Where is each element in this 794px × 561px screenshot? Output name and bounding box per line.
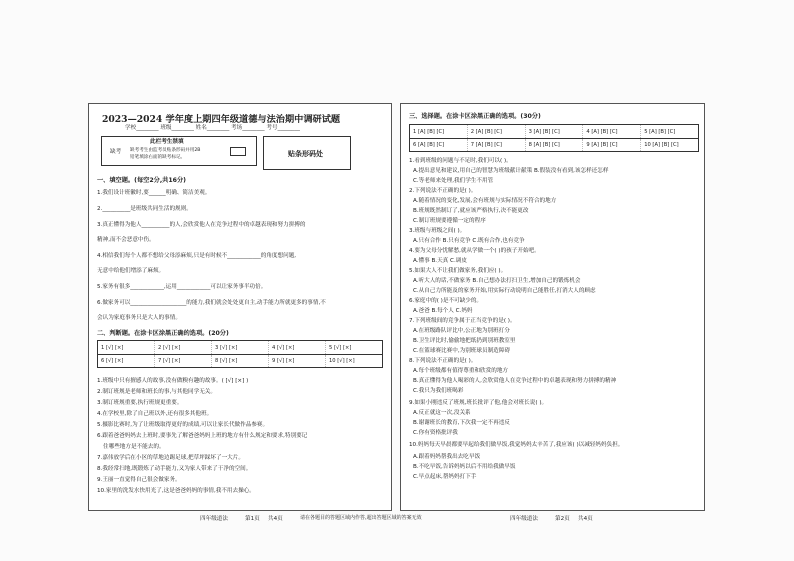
fill-q5: 5.家务有很多____________,运用____________可以让家务事半功倍。: [97, 284, 267, 290]
tf-answer-5[interactable]: 5 [√] [×]: [325, 341, 382, 354]
mc-answer-1[interactable]: 1 [A] [B] [C]: [413, 128, 445, 135]
mc-line: A.爸爸 B.每个人 C.妈妈: [413, 308, 473, 314]
tf-answer-1[interactable]: 1 [√] [×]: [101, 344, 124, 351]
mc-line: C.你有资格批评我: [413, 430, 458, 436]
mc-line: C.从自己力所能及的家务开始,用实际行动说明自己能胜任,打消大人的顾虑: [413, 288, 596, 294]
left-page: [88, 103, 392, 511]
mc-answer-3[interactable]: 3 [A] [B] [C]: [525, 125, 583, 138]
tf-item: 4.在学校里,除了自己班以外,还有很多其他班。: [97, 411, 213, 417]
mc-answer-6[interactable]: 6 [A] [B] [C]: [413, 142, 445, 148]
student-info-line: 学校________ 班级________ 姓名________ 考场________ 考号________: [125, 125, 300, 131]
mc-line: 7.下列班级间的竞争属于正当竞争的是( )。: [409, 318, 516, 324]
mc-answer-8[interactable]: 8 [A] [B] [C]: [525, 139, 583, 151]
mc-answer-4[interactable]: 4 [A] [B] [C]: [582, 125, 640, 138]
right-footer-page: 第2页: [555, 516, 570, 522]
mc-answer-2[interactable]: 2 [A] [B] [C]: [467, 125, 525, 138]
notice-heading: 此栏考生禁填: [150, 139, 184, 145]
fill-q4-line1: 4.相信我们每个人都不想给父母添麻烦,只是有时候不____________的角度想问题,: [97, 253, 297, 259]
mc-line: C.早点起床,帮妈妈打下手: [413, 474, 477, 480]
mc-answer-10[interactable]: 10 [A] [B] [C]: [640, 139, 698, 151]
part1-heading: 一、填空题。(每空2分,共16分): [97, 177, 186, 184]
tf-answer-7[interactable]: 7 [√] [×]: [154, 355, 211, 367]
mc-line: C.在篮球赛比赛中,为别班球员制造障碍: [413, 348, 510, 354]
part3-heading: 三、选择题。在涂卡区涂黑正确的选项。(30分): [409, 113, 541, 120]
tf-item: 8.我经常扫地,既锻炼了动手能力,又为家人带来了干净的空间。: [97, 466, 252, 472]
mc-line: C.我只为我们班喝彩: [413, 388, 464, 394]
barcode-area: [263, 136, 351, 170]
mc-line: A.听大人的话,不做家务 B.自己想办法打扫卫生,增加自己的锻炼机会: [413, 278, 581, 284]
fill-q6-line2: 会认为家庭事务只是大人的事情。: [97, 315, 181, 321]
mc-line: A.只有合作 B.只有竞争 C.既有合作,也有竞争: [413, 238, 525, 244]
absent-notice-box: [101, 136, 257, 166]
exam-title: 2023—2024 学年度上期四年级道德与法治期中调研试题: [102, 114, 341, 125]
fill-q3-line1: 3.真正懂得为他人__________的人,会欣赏他人在竞争过程中的卓越表现和努力拼搏的: [97, 222, 306, 228]
absent-mark-box[interactable]: [230, 147, 246, 156]
mc-line: B.卫生评比时,偷偷地把纸扔到别班教室里: [413, 338, 516, 344]
mc-line: A.每个班级都有值得尊重和欣赏的地方: [413, 368, 509, 374]
tf-item: 10.家里的洗发水快用光了,这是爸爸妈妈的事情,我不用去操心。: [97, 488, 255, 494]
tf-item: 7.嘉伟放学后在小区的草地边踢足球,把草坪踩坏了一大片。: [97, 455, 244, 461]
fill-q6-line1: 6.做家务可以____________________的能力,我们就会处处更自主,动手能力所就更多的事情,不: [97, 300, 326, 306]
mc-line: 9.如果小刚违反了班规,班长批评了他,他会对班长说( )。: [409, 400, 548, 406]
fill-q3-line2: 精神,而不会恶意中伤。: [97, 237, 155, 243]
true-false-answer-grid: [97, 340, 383, 368]
mc-answer-7[interactable]: 7 [A] [B] [C]: [467, 139, 525, 151]
notice-text-2: 铅笔填涂右面的缺考标记。: [130, 155, 186, 160]
footer-note: 请在各题目的答题区域内作答,超出答题区域的答案无效: [300, 515, 422, 521]
right-footer-total: 共4页: [578, 516, 593, 522]
mc-line: A.跟着妈妈帮我出去吃早饭: [413, 454, 481, 460]
mc-line: 3.班级与班级之间( )。: [409, 228, 466, 234]
tf-item: 2.制订班规是老师和班长的事,与其他同学无关。: [97, 389, 216, 395]
mc-answer-9[interactable]: 9 [A] [B] [C]: [582, 139, 640, 151]
right-footer-subject: 四年级道法: [510, 516, 538, 522]
mc-line: C.制订班规要遵循一定的程序: [413, 218, 486, 224]
tf-answer-4[interactable]: 4 [√] [×]: [268, 341, 325, 354]
fill-q2: 2.__________是班级共同生活的规则。: [97, 206, 192, 212]
tf-item: 6.跟着爸爸妈妈去上班时,要事先了解爸爸妈妈上班的地方有什么规定和要求,特别要记: [97, 433, 308, 439]
right-page: [400, 103, 705, 511]
tf-item: 5.摄影比赛时,为了让班级取得更好的成绩,可以让家长代做作品参赛。: [97, 422, 269, 428]
mc-line: B.真正懂得为他人喝彩的人,会欣赏他人在竞争过程中的卓越表现和努力拼搏的精神: [413, 378, 617, 384]
mc-line: A.反正就这一次,没关系: [413, 410, 471, 416]
tf-answer-9[interactable]: 9 [√] [×]: [268, 355, 325, 367]
part2-heading: 二、判断题。在涂卡区涂黑正确的选项。(20分): [97, 330, 229, 337]
tf-answer-10[interactable]: 10 [√] [×]: [325, 355, 382, 367]
tf-answer-2[interactable]: 2 [√] [×]: [154, 341, 211, 354]
notice-label: 缺考: [110, 149, 122, 155]
left-footer-page: 第1页: [245, 516, 260, 522]
notice-text-1: 缺考考生由监考员贴条形码并用2B: [130, 148, 201, 153]
choice-answer-grid: [409, 124, 699, 152]
barcode-label: 贴条形码处: [288, 150, 323, 158]
left-footer-total: 共4页: [268, 516, 283, 522]
tf-item: 9.王丽一直觉得自己很会做家务。: [97, 477, 181, 483]
mc-line: 6.家庭中的( )是不可缺少的。: [409, 298, 483, 304]
mc-line: C.等老师来处理,我们学生不用管: [413, 178, 494, 184]
mc-answer-5[interactable]: 5 [A] [B] [C]: [640, 125, 698, 138]
mc-line: B.班规既然制订了,就应该严格执行,决不能更改: [413, 208, 529, 214]
mc-line: 8.下列说法不正确的是( )。: [409, 358, 477, 364]
mc-line: A.懂事 B.天真 C.调皮: [413, 258, 467, 264]
fill-q1: 1.我们设计班徽时,要______明确、简洁美观。: [97, 190, 211, 196]
tf-item: 3.制订班规重要,执行班规更重要。: [97, 400, 183, 406]
mc-line: 5.如果大人不让我们做家务,我们应( )。: [409, 268, 507, 274]
mc-line: 10.妈妈每天早晨都要早起给我们做早饭,我觉妈妈太辛苦了,我应该( )以减轻妈妈负担。: [409, 442, 624, 448]
mc-line: 1.看到班级的问题与不足时,我们可以( )。: [409, 158, 512, 164]
mc-line: 4.要为父母分忧解愁,就从学做一个( )的孩子开始吧。: [409, 248, 540, 254]
left-footer-subject: 四年级道法: [200, 516, 228, 522]
mc-line: B.谢谢班长的教育,下次我一定不再违反: [413, 420, 510, 426]
tf-answer-6[interactable]: 6 [√] [×]: [101, 358, 124, 364]
tf-answer-3[interactable]: 3 [√] [×]: [211, 341, 268, 354]
mc-line: A.在班级路队评比中,公正地为别班打分: [413, 328, 510, 334]
tf-answer-8[interactable]: 8 [√] [×]: [211, 355, 268, 367]
fill-q4-line2: 无意中给他们增添了麻烦。: [97, 268, 165, 274]
mc-line: B.不吃早饭,告诉妈妈以后不用给我做早饭: [413, 464, 516, 470]
mc-line: 2.下列说法不正确的是( )。: [409, 188, 477, 194]
mc-line: A.提出意见和建议,用自己的智慧为班级献计献策 B.假装没有看到,该怎样还怎样: [413, 168, 609, 174]
tf-item: 1.班级中只有擅感人的故事,没有做糗有趣的故事。( [√] [×] ): [97, 378, 249, 384]
mc-line: A.随着情况的变化,发展,会有班规与实际情况不符合的地方: [413, 198, 557, 204]
tf-item: 住哪些地方是不能去的。: [103, 444, 165, 450]
